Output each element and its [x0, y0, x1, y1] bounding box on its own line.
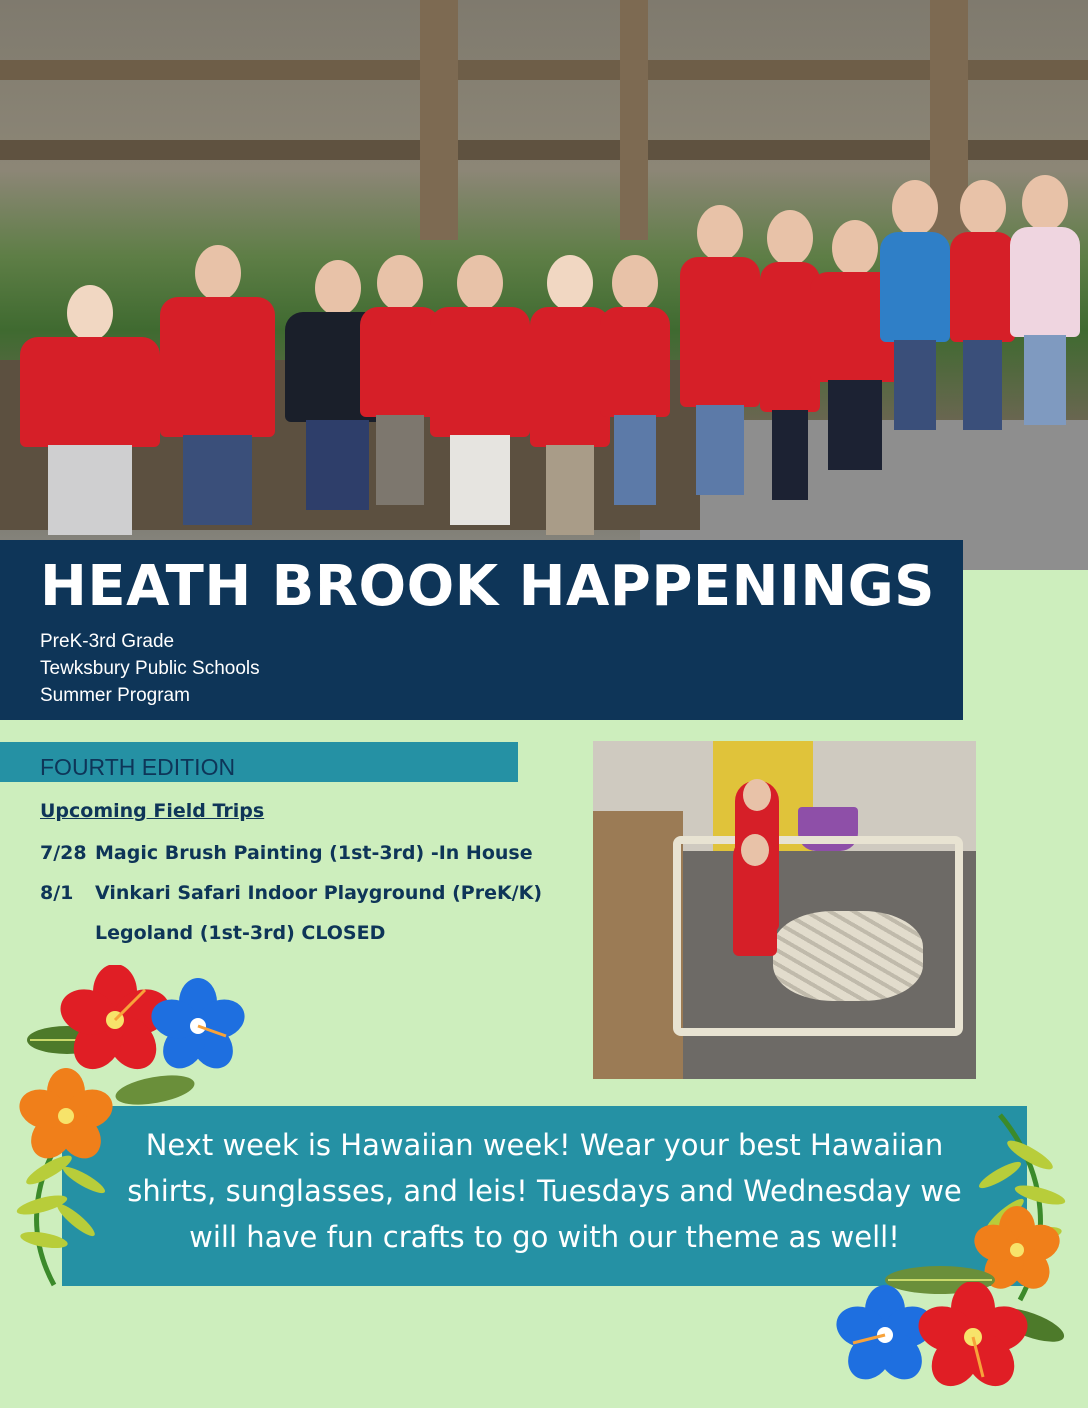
classroom-desk	[593, 811, 683, 1079]
child-figure	[880, 180, 950, 420]
hero-post	[620, 0, 648, 240]
trip-text: Vinkari Safari Indoor Playground (PreK/K)	[95, 882, 543, 904]
trip-date: 8/1	[40, 882, 74, 904]
child-figure	[430, 255, 530, 535]
hero-photo	[0, 0, 1088, 570]
trip-date: 7/28	[40, 842, 87, 864]
trip-text: Legoland (1st-3rd) CLOSED	[95, 922, 386, 944]
edition-label: FOURTH EDITION	[40, 754, 236, 780]
child-figure	[360, 255, 440, 535]
trip-item	[40, 882, 542, 904]
child-figure	[1010, 175, 1080, 400]
hero-post	[420, 0, 458, 240]
classroom-photo	[593, 741, 976, 1079]
trip-text: Magic Brush Painting (1st-3rd) -In House	[95, 842, 533, 864]
child-figure	[20, 285, 160, 545]
child-figure	[530, 255, 610, 525]
child-figure	[680, 205, 760, 490]
newsletter-subtitle	[40, 628, 260, 709]
field-trips-heading: Upcoming Field Trips	[40, 800, 265, 822]
title-banner	[0, 540, 963, 720]
subtitle-grade: PreK-3rd Grade	[40, 631, 175, 652]
child-figure	[600, 255, 670, 505]
toy-pipe-pile	[773, 911, 923, 1001]
hero-beam	[0, 140, 1088, 160]
palm-leaf-icon	[110, 1060, 200, 1120]
child-figure	[160, 245, 275, 545]
child-figure	[950, 180, 1015, 410]
hero-beam	[0, 60, 1088, 80]
hawaiian-week-text: Next week is Hawaiian week! Wear your best Hawaiian shirts, sunglasses, and leis! Tuesdays and Wednesday we will have fun crafts to go with our theme as well!	[127, 1128, 962, 1254]
subtitle-district: Tewksbury Public Schools	[40, 658, 260, 679]
edition-bar	[0, 742, 518, 782]
newsletter-title: HEATH BROOK HAPPENINGS	[40, 554, 935, 619]
subtitle-program: Summer Program	[40, 685, 190, 706]
hibiscus-flower-icon	[18, 1068, 114, 1164]
child-figure	[733, 836, 777, 956]
trip-item	[40, 842, 533, 864]
hibiscus-flower-icon	[918, 1282, 1028, 1392]
trip-item	[40, 922, 385, 944]
